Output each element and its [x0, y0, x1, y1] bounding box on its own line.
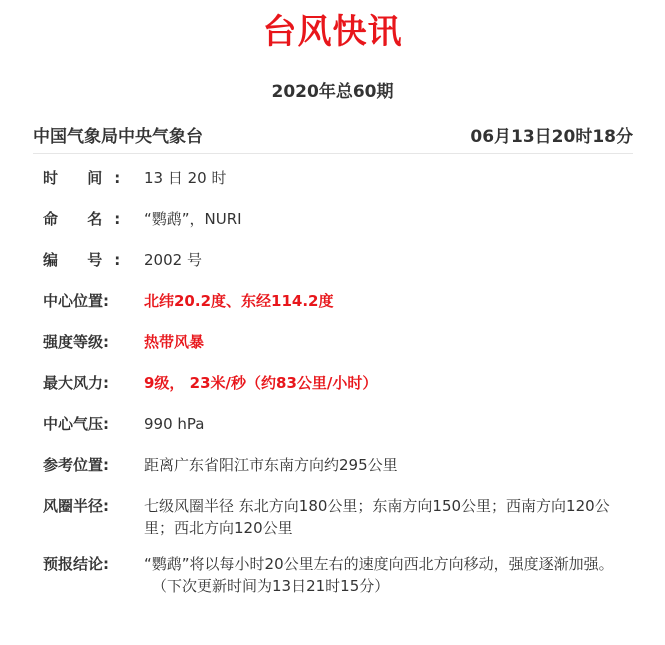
- row-wind-radius: [43, 495, 633, 539]
- max-wind-value: 9级， 23米/秒（约83公里/小时）: [144, 374, 378, 392]
- name-label: 命 名:: [43, 210, 133, 228]
- number-label: 编 号:: [43, 251, 133, 269]
- name-value: “鹦鹉”，NURI: [144, 210, 242, 228]
- page-title: 台风快讯: [262, 12, 403, 52]
- row-name: [43, 208, 633, 230]
- issue-number: 2020年总60期: [271, 82, 394, 102]
- issued-time: 06月13日20时18分: [470, 127, 633, 147]
- center-position-value: 北纬20.2度、东经114.2度: [144, 292, 334, 310]
- max-wind-label: 最大风力:: [43, 374, 109, 392]
- forecast-label: 预报结论:: [43, 555, 109, 573]
- intensity-label: 强度等级:: [43, 333, 109, 351]
- wind-radius-label: 风圈半径:: [43, 497, 109, 515]
- source-row: [33, 124, 633, 150]
- intensity-value: 热带风暴: [144, 333, 205, 351]
- forecast-text: “鹦鹉”将以每小时20公里左右的速度向西北方向移动，强度逐渐加强。: [144, 555, 614, 573]
- row-pressure: [43, 413, 633, 435]
- bulletin-table: [43, 167, 633, 616]
- row-center-position: [43, 290, 633, 312]
- next-update-note: （下次更新时间为13日21时15分）: [152, 577, 390, 595]
- reference-position-label: 参考位置:: [43, 456, 109, 474]
- row-time: [43, 167, 633, 189]
- row-max-wind: [43, 372, 633, 394]
- wind-radius-value: 七级风圈半径 东北方向180公里；东南方向150公里；西南方向120公里；西北方向120公里: [144, 497, 610, 537]
- time-label: 时 间:: [43, 169, 133, 187]
- row-forecast: [43, 553, 633, 597]
- time-value: 13 日 20 时: [144, 169, 227, 187]
- center-position-label: 中心位置:: [43, 292, 109, 310]
- pressure-value: 990 hPa: [144, 415, 205, 433]
- number-value: 2002 号: [144, 251, 202, 269]
- forecast-value: [144, 553, 633, 597]
- row-number: [43, 249, 633, 271]
- issuing-agency: 中国气象局中央气象台: [33, 127, 203, 147]
- pressure-label: 中心气压:: [43, 415, 109, 433]
- divider: [33, 153, 633, 154]
- reference-position-value: 距离广东省阳江市东南方向约295公里: [144, 456, 398, 474]
- row-reference-position: [43, 454, 633, 476]
- row-intensity: [43, 331, 633, 353]
